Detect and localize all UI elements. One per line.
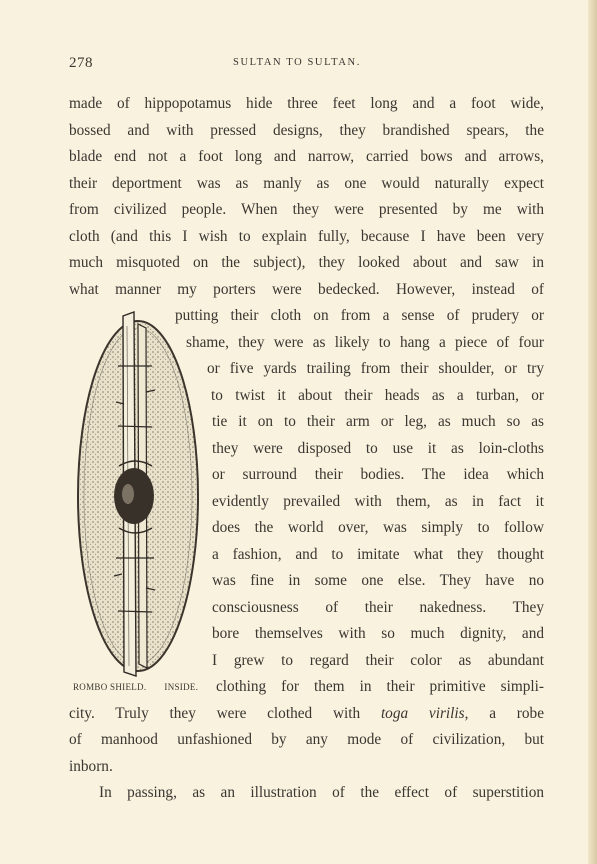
body-line: much misquoted on the subject), they looked about and saw in (69, 254, 544, 271)
running-title: SULTAN TO SULTAN. (233, 57, 361, 68)
body-line: putting their cloth on from a sense of prudery or (175, 307, 544, 324)
body-line: was fine in some one else. They have no (212, 572, 544, 589)
body-line: made of hippopotamus hide three feet long and a foot wide, (69, 95, 544, 112)
body-line: their deportment was as manly as one would naturally expect (69, 175, 544, 192)
rombo-shield-icon (72, 306, 210, 682)
body-line: shame, they were as likely to hang a piece of four (186, 334, 544, 351)
body-line: of manhood unfashioned by any mode of civilization, but (69, 731, 544, 748)
page-number: 278 (69, 55, 93, 71)
body-line: to twist it about their heads as a turban, or (211, 387, 544, 404)
body-line: from civilized people. When they were presented by me with (69, 201, 544, 218)
caption-main: ROMBO SHIELD. (73, 682, 147, 692)
body-line: consciousness of their nakedness. They (212, 599, 544, 616)
body-line: does the world over, was simply to follow (212, 519, 544, 536)
body-line: evidently prevailed with them, as in fact it (212, 493, 544, 510)
toga-line-text: city. Truly they were clothed with toga virilis, a robe (69, 705, 544, 722)
caption-side: INSIDE. (164, 682, 199, 692)
body-line: tie it on to their arm or leg, as much so as (212, 413, 544, 430)
body-line: In passing, as an illustration of the effect of superstition (99, 784, 544, 801)
body-line: clothing for them in their primitive simpli- (216, 678, 544, 695)
body-line: or five yards trailing from their shoulder, or try (207, 360, 544, 377)
body-line: bore themselves with so much dignity, and (212, 625, 544, 642)
body-line: or surround their bodies. The idea which (212, 466, 544, 483)
body-line: they were disposed to use it as loin-cloths (212, 440, 544, 457)
body-line: bossed and with pressed designs, they brandished spears, the (69, 122, 544, 139)
body-line: what manner my porters were bedecked. However, instead of (69, 281, 544, 298)
body-line: a fashion, and to imitate what they thought (212, 546, 544, 563)
body-line: blade end not a foot long and narrow, carried bows and arrows, (69, 148, 544, 165)
body-line: cloth (and this I wish to explain fully, because I have been very (69, 228, 544, 245)
body-line-with-italic (69, 704, 544, 724)
figure-caption (73, 682, 198, 692)
body-line: inborn. (69, 758, 113, 775)
page-edge-shadow (588, 0, 597, 864)
body-line: I grew to regard their color as abundant (212, 652, 544, 669)
